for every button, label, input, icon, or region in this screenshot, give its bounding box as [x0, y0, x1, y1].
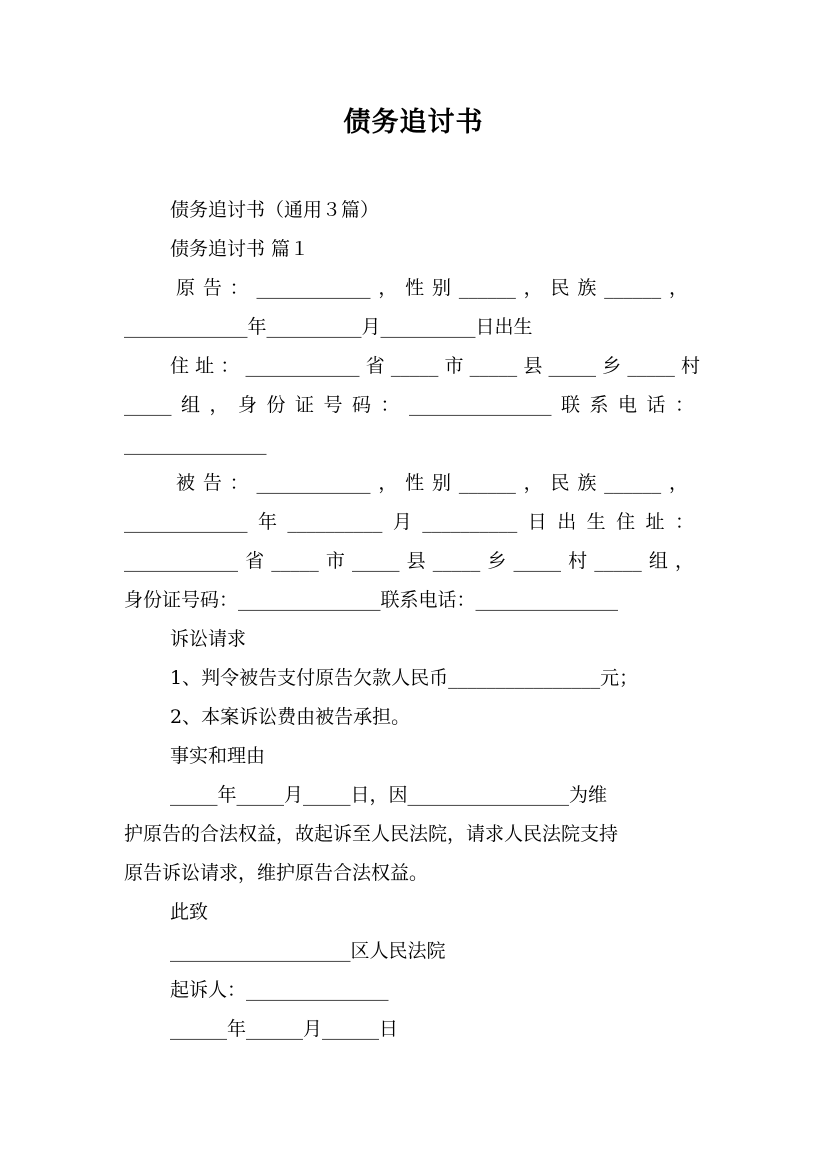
- defendant-line: 被告：____________，性别______，民族______，: [176, 472, 688, 494]
- claim-2: 2、本案诉讼费由被告承担。: [170, 706, 411, 728]
- plaintiff-id-line: _____组，身份证号码：_______________联系电话：: [124, 394, 694, 416]
- facts-heading: 事实和理由: [170, 745, 266, 767]
- date-line: ______年______月______日: [170, 1018, 399, 1040]
- plaintiff-line: 原告：____________，性别______，民族______，: [176, 277, 688, 299]
- plaintiff-address-line: 住址：____________省_____市_____县_____乡_____村: [170, 355, 700, 377]
- facts-line-2: 护原告的合法权益，故起诉至人民法院，请求人民法院支持: [124, 823, 619, 845]
- salutation: 此致: [170, 901, 209, 923]
- plaintiff-phone-line: _______________: [124, 433, 267, 455]
- section-heading: 债务追讨书 篇１: [170, 238, 310, 260]
- claim-1: 1、判令被告支付原告欠款人民币________________元；: [170, 667, 639, 689]
- document-subtitle: 债务追讨书（通用３篇）: [170, 199, 380, 221]
- plaintiff-signature-line: 起诉人：_______________: [170, 979, 389, 1001]
- claims-heading: 诉讼请求: [170, 628, 247, 650]
- facts-line-3: 原告诉讼请求，维护原告合法权益。: [124, 862, 429, 884]
- plaintiff-birth-line: _____________年__________月__________日出生: [124, 316, 533, 338]
- defendant-id-line: 身份证号码：_______________联系电话：_______________: [124, 589, 619, 611]
- document-title: 债务追讨书: [343, 107, 484, 138]
- facts-line-1: _____年_____月_____日，因_________________为维: [170, 784, 608, 806]
- defendant-birth-address-line: _____________年__________月__________日出生住址：: [124, 511, 694, 533]
- defendant-address-line: ____________省_____市_____县_____乡_____村_____组，: [124, 550, 694, 572]
- court-line: ___________________区人民法院: [170, 940, 446, 962]
